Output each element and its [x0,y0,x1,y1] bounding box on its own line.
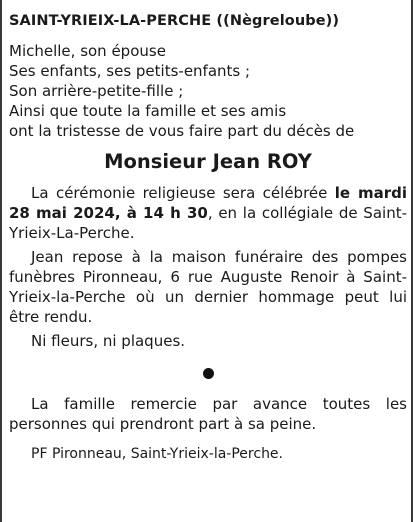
obituary-notice [9,0,407,464]
family-line: Ainsi que toute la famille et ses amis [9,102,287,120]
ceremony-date-time: le mardi 28 mai 2024, à 14 h 30 [9,184,407,222]
frame-border-left [0,0,2,522]
separator-bullet-icon [9,365,407,381]
thanks-paragraph: La famille remercie par avance toutes les personnes qui prendront part à sa peine. [9,395,407,433]
ceremony-place: , en la collégiale de Saint-Yrieix-La-Perche. [9,204,407,242]
ceremony-paragraph [9,183,407,243]
deceased-name: Monsieur Jean ROY [104,150,312,173]
family-list [9,41,407,141]
signature: PF Pironneau, Saint-Yrieix-la-Perche. [31,446,283,462]
flowers-paragraph: Ni fleurs, ni plaques. [31,332,186,350]
bullet-dot-icon [203,368,214,379]
family-line: Ses enfants, ses petits-enfants ; [9,62,251,80]
repose-paragraph: Jean repose à la maison funéraire des pompes funèbres Pironneau, 6 rue Auguste Renoir à Saint-Yrieix-la-Perche où un dernier hommage peut lui être rendu. [9,248,407,326]
family-line: Son arrière-petite-fille ; [9,82,184,100]
family-line: Michelle, son épouse [9,42,166,60]
ceremony-intro: La cérémonie religieuse sera célébrée [31,184,335,202]
family-line: ont la tristesse de vous faire part du décès de [9,122,355,140]
notice-heading: SAINT-YRIEIX-LA-PERCHE ((Nègreloube)) [9,13,340,29]
